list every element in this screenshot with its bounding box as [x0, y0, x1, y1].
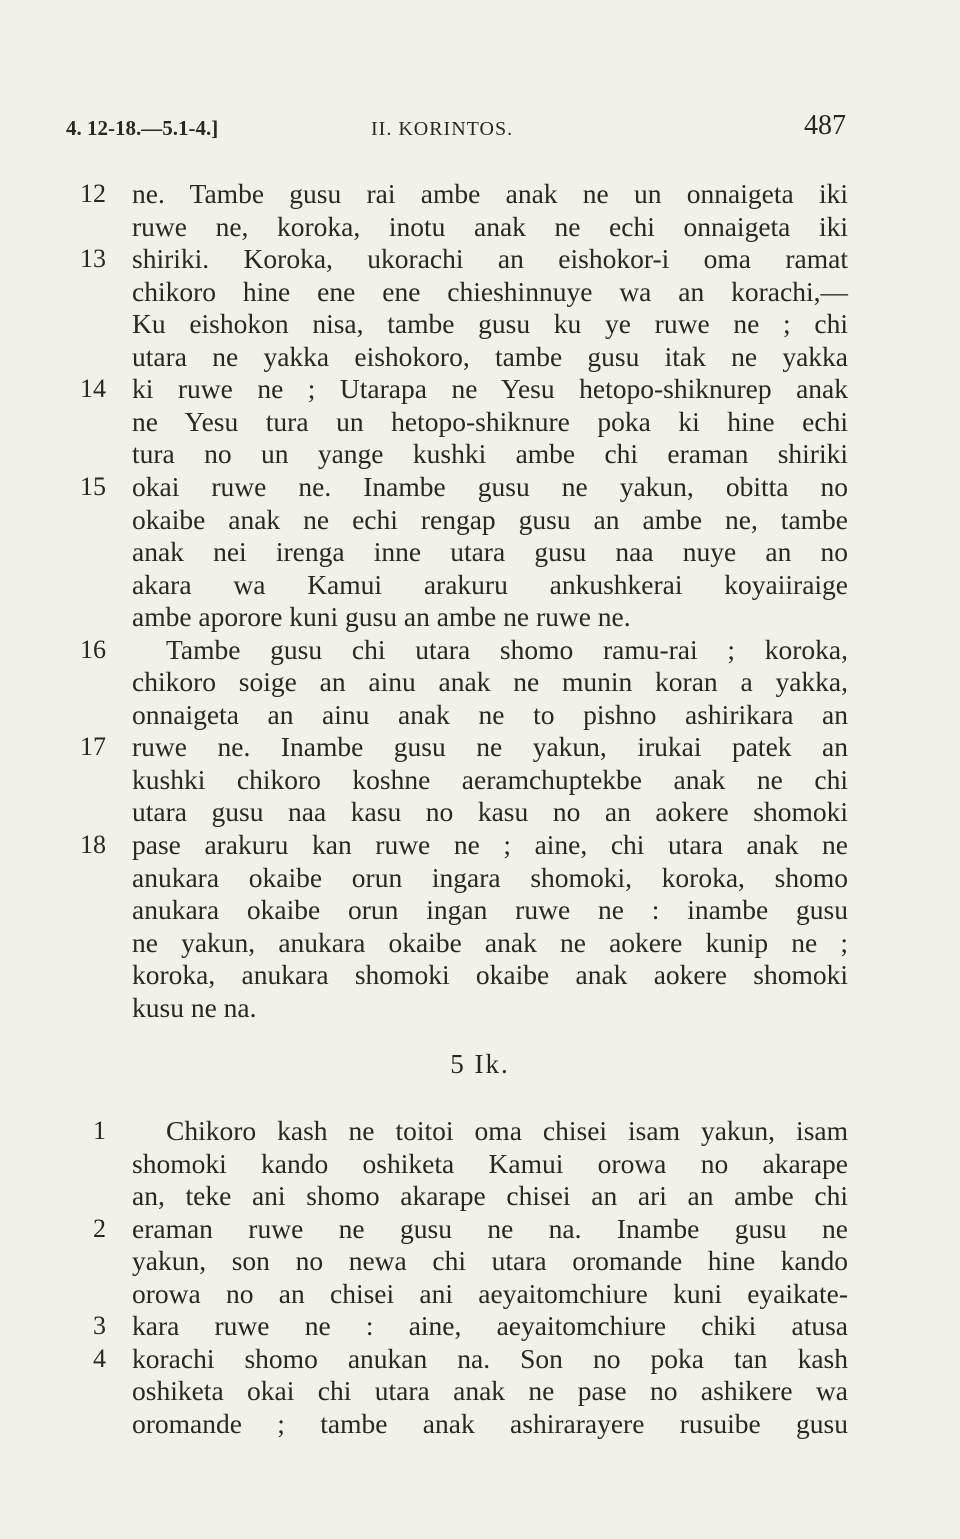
- chapter-verse-reference: 4. 12-18.—5.1-4.]: [66, 116, 219, 140]
- text-line: anukara okaibe orun ingara shomoki, koroka, shomo: [132, 861, 848, 893]
- text-line: tura no un yange kushki ambe chi eraman shiriki: [132, 438, 848, 470]
- text-line: anak nei irenga inne utara gusu naa nuye an no: [132, 536, 848, 568]
- verse-number: 18: [80, 830, 106, 859]
- text-line: kushki chikoro koshne aeramchuptekbe anak ne chi: [132, 763, 848, 795]
- text-line: ne yakun, anukara okaibe anak ne aokere kunip ne ;: [132, 926, 848, 958]
- text-line: kara ruwe ne : aine, aeyaitomchiure chiki atusa: [132, 1310, 848, 1342]
- page-number: 487: [804, 110, 846, 141]
- text-line: yakun, son no newa chi utara oromande hine kando: [132, 1245, 848, 1277]
- verse-number: 4: [93, 1343, 106, 1373]
- text-line: ki ruwe ne ; Utarapa ne Yesu hetopo-shiknurep anak: [132, 373, 848, 405]
- text-line: onnaigeta an ainu anak ne to pishno ashirikara an: [132, 698, 848, 730]
- text-line: ruwe ne. Inambe gusu ne yakun, irukai patek an: [132, 731, 848, 763]
- text-line: ne. Tambe gusu rai ambe anak ne un onnaigeta iki: [132, 178, 848, 209]
- text-line: utara ne yakka eishokoro, tambe gusu itak ne yakka: [132, 340, 848, 372]
- verse-number: 2: [93, 1213, 106, 1243]
- page-header: [66, 110, 846, 150]
- verse-number: 16: [80, 634, 106, 664]
- text-line: oshiketa okai chi utara anak ne pase no ashikere wa: [132, 1375, 848, 1407]
- text-line: shiriki. Koroka, ukorachi an eishokor-i oma ramat: [132, 243, 848, 275]
- text-line: pase arakuru kan ruwe ne ; aine, chi utara anak ne: [132, 829, 848, 860]
- text-line: Chikoro kash ne toitoi oma chisei isam yakun, isam: [166, 1115, 848, 1146]
- text-line: Tambe gusu chi utara shomo ramu-rai ; koroka,: [166, 633, 848, 665]
- text-line: utara gusu naa kasu no kasu no an aokere shomoki: [132, 796, 848, 828]
- text-line: okai ruwe ne. Inambe gusu ne yakun, obitta no: [132, 470, 848, 502]
- text-line: korachi shomo anukan na. Son no poka tan kash: [132, 1342, 848, 1374]
- text-line: shomoki kando oshiketa Kamui orowa no akarape: [132, 1147, 848, 1179]
- text-line: anukara okaibe orun ingan ruwe ne : inambe gusu: [132, 894, 848, 926]
- text-line: chikoro hine ene ene chieshinnuye wa an korachi,—: [132, 275, 848, 307]
- verse-number: 12: [80, 179, 106, 208]
- text-line: an, teke ani shomo akarape chisei an ari an ambe chi: [132, 1180, 848, 1212]
- text-line: oromande ; tambe anak ashirarayere rusuibe gusu: [132, 1407, 848, 1439]
- verse-number: 15: [80, 471, 106, 501]
- text-line: ne Yesu tura un hetopo-shiknure poka ki hine echi: [132, 405, 848, 437]
- text-line: Ku eishokon nisa, tambe gusu ku ye ruwe ne ; chi: [132, 308, 848, 340]
- text-line: eraman ruwe ne gusu ne na. Inambe gusu ne: [132, 1212, 848, 1244]
- text-line: ruwe ne, koroka, inotu anak ne echi onnaigeta iki: [132, 210, 848, 242]
- text-line: kusu ne na.: [132, 991, 257, 1023]
- verse-number: 1: [93, 1116, 106, 1145]
- verse-number: 13: [80, 244, 106, 274]
- text-line: chikoro soige an ainu anak ne munin koran a yakka,: [132, 666, 848, 698]
- book-title: II. KORINTOS.: [371, 118, 514, 140]
- text-line: orowa no an chisei ani aeyaitomchiure kuni eyaikate-: [132, 1277, 848, 1309]
- text-line: koroka, anukara shomoki okaibe anak aokere shomoki: [132, 959, 848, 991]
- verse-number: 17: [80, 732, 106, 762]
- verse-number: 3: [93, 1311, 106, 1341]
- verse-number: 14: [80, 374, 106, 404]
- text-line: ambe aporore kuni gusu an ambe ne ruwe ne.: [132, 601, 631, 633]
- text-line: akara wa Kamui arakuru ankushkerai koyaiiraige: [132, 568, 848, 600]
- text-line: okaibe anak ne echi rengap gusu an ambe ne, tambe: [132, 503, 848, 535]
- chapter-heading: 5 Ik.: [450, 1049, 510, 1079]
